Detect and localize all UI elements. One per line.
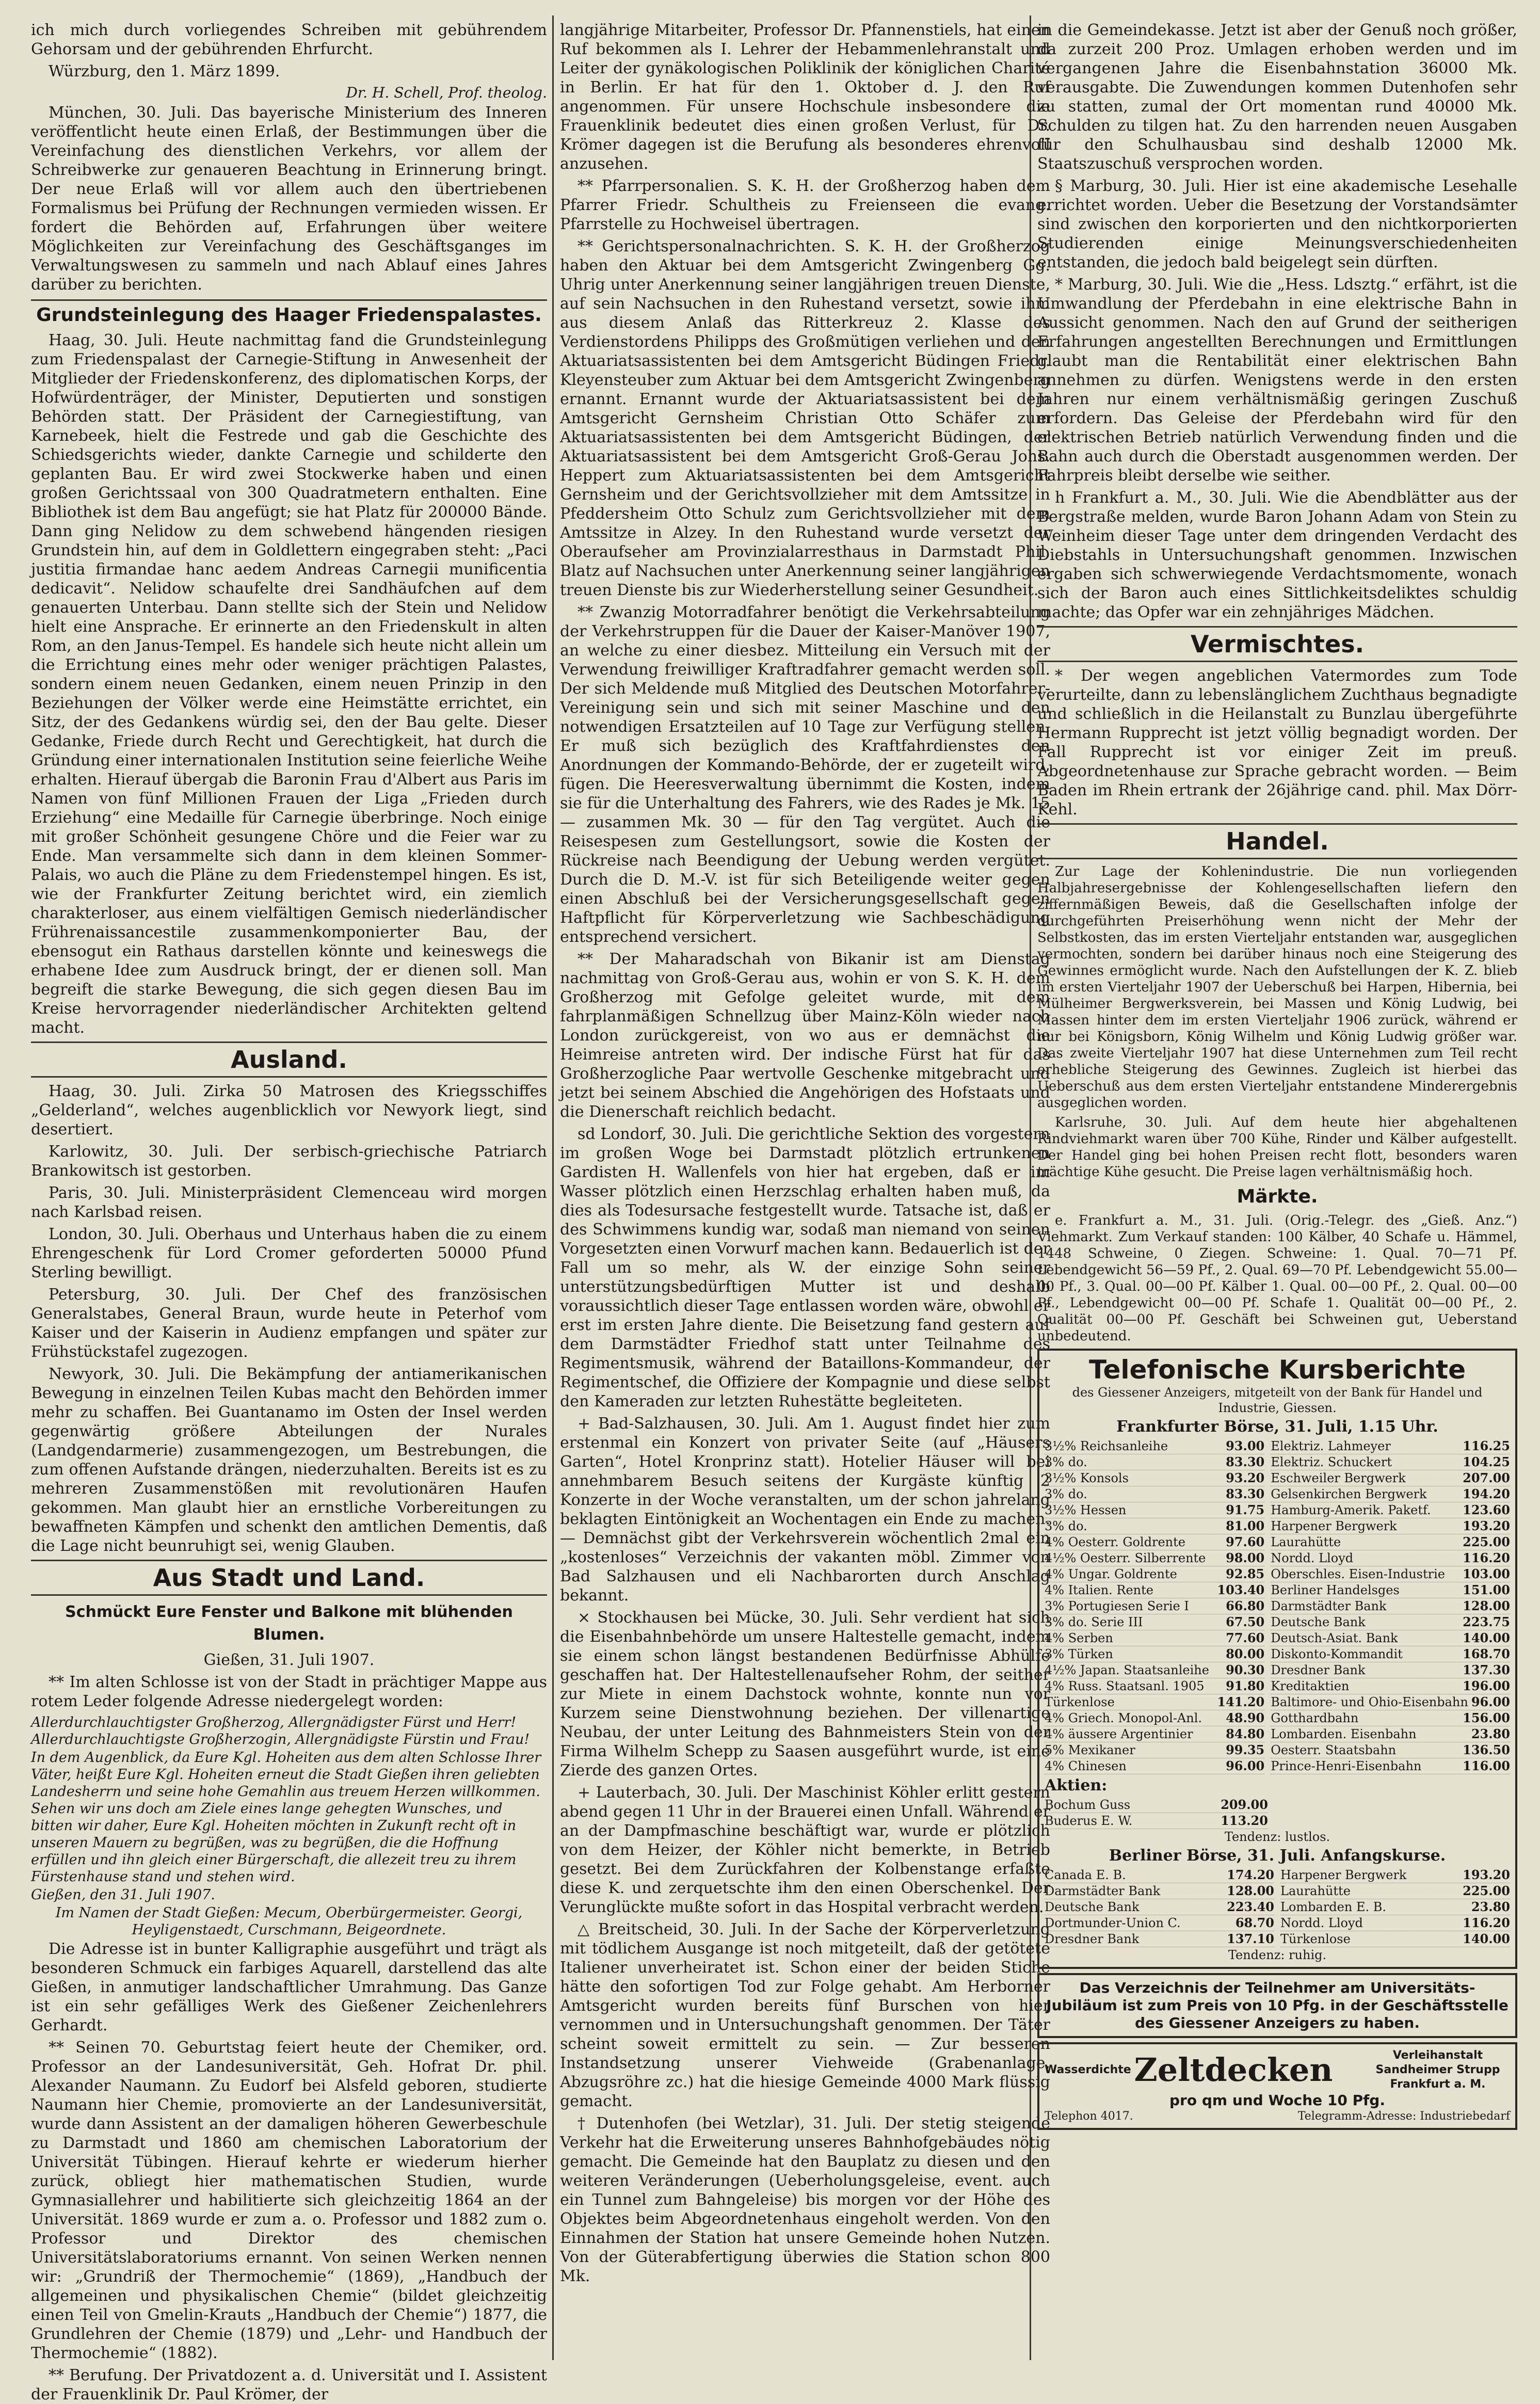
stock-row	[1045, 1486, 1264, 1502]
stock-price: 223.75	[1463, 1614, 1510, 1629]
stock-price: 103.00	[1463, 1566, 1510, 1581]
article-text: ** Zwanzig Motorradfahrer benötigt die Verkehrsabteilung der Verkehrstruppen für die Dauer der Kaiser-Manöver 1907, an welche zu einer diesbez. Mitteilung ein Versuch mit der Verwendung freiwilliger Kraftradfahrer gemacht werden soll. Der sich Meldende muß Mitglied des Deutschen Motorfahrer-Vereinigung sein und sich mit seiner Maschine und den notwendigen Ersatzteilen auf 10 Tage zur Verfügung stellen. Er muß sich bezüglich des Kraftfahrdienstes den Anordnungen der Kommando-Behörde, der er zugeteilt wird, fügen. Die Heeresverwaltung übernimmt die Kosten, indem sie für die Unterhaltung des Fahrers, wie des Rades je Mk. 15 — zusammen Mk. 30 — für den Tag vergütet. Auch die Reisespesen zum Gestellungsort, sowie die Kosten der Rückreise nach Beendigung der Uebung werden vergütet. Durch die D. M.-V. ist für sich Beteiligende weiter gegen einen Abschluß bei der Versicherungsgesellschaft gegen Haftpflicht für Körperverletzung wie Sachbeschädigung entsprechend versichert.	[560, 603, 1050, 946]
stock-row	[1271, 1582, 1510, 1598]
stock-row	[1045, 1438, 1264, 1454]
stock-name: 4½% Japan. Staatsanleihe	[1045, 1663, 1209, 1677]
ad-telegram: Telegramm-Adresse: Industriebedarf	[1297, 2110, 1510, 2123]
stock-row	[1271, 1502, 1510, 1518]
column-middle	[560, 21, 1050, 2355]
stock-row	[1045, 1915, 1274, 1931]
article-text: Haag, 30. Juli. Zirka 50 Matrosen des Kriegsschiffes „Gelderland“, welches augenblicklich vor Newyork liegt, sind desertiert.	[31, 1082, 547, 1139]
stock-price: 84.80	[1226, 1726, 1265, 1741]
stock-price: 137.30	[1463, 1662, 1510, 1677]
stock-row	[1045, 1470, 1264, 1486]
dateline: Würzburg, den 1. März 1899.	[49, 62, 280, 81]
stock-name: Prince-Henri-Eisenbahn	[1271, 1759, 1422, 1773]
stock-price: 93.20	[1226, 1470, 1265, 1485]
stock-name: Diskonto-Kommandit	[1271, 1647, 1403, 1661]
section-subheading: Märkte.	[1237, 1186, 1318, 1207]
stock-row	[1271, 1726, 1510, 1742]
stock-list-right	[1280, 1867, 1510, 1947]
stock-row	[1271, 1518, 1510, 1534]
stock-name: 3% Türken	[1045, 1647, 1113, 1661]
article-headline: Grundsteinlegung des Haager Friedenspalastes.	[31, 299, 547, 327]
stock-name: Harpener Bergwerk	[1280, 1868, 1407, 1882]
stock-name: Gelsenkirchen Bergwerk	[1271, 1487, 1427, 1501]
stock-name: Darmstädter Bank	[1045, 1884, 1161, 1898]
stock-name: Oberschles. Eisen-Industrie	[1271, 1567, 1445, 1581]
stock-name: 4% Russ. Staatsanl. 1905	[1045, 1679, 1205, 1693]
stock-row	[1045, 1454, 1264, 1470]
stock-row	[1280, 1899, 1510, 1915]
article-text: + Lauterbach, 30. Juli. Der Maschinist Köhler erlitt gestern abend gegen 11 Uhr in der Brauerei einen Unfall. Während er an der Dampfmaschine beschäftigt war, wurde er plötzlich von dem Heizer, der Köhler nicht bemerkte, in Betrieb gesetzt. Bei dem Zurückfahren der Kolbenstange erfaßte diese K. und zerquetschte ihm den einen Oberschenkel. Der Verunglückte mußte sofort in das Hospital verbracht werden.	[560, 1784, 1050, 1916]
stock-price: 91.80	[1226, 1678, 1265, 1693]
article-text: Haag, 30. Juli. Heute nachmittag fand die Grundsteinlegung zum Friedenspalast der Carnegie-Stiftung in Anwesenheit der Mitglieder der Friedenskonferenz, des diplomatischen Korps, der Hofwürdenträger, der Minister, Deputierten und sonstigen Behörden statt. Der Präsident der Carnegiestiftung, van Karnebeek, hielt die Festrede und gab die Geschichte des Schiedsgerichts wieder, dankte Carnegie und schilderte den geplanten Bau. Er wird zwei Stockwerke haben und einen großen Gerichtssaal von 300 Quadratmetern enthalten. Eine Bibliothek ist dem Bau angefügt; sie hat Platz für 200000 Bände. Dann ging Nelidow zu dem schwebend hängenden riesigen Grundstein hin, auf dem in Goldlettern eingegraben steht: „Paci justitia firmandae hanc aedem Andreas Carnegii munificentia dedicavit“. Nelidow schaufelte drei Sandhäufchen auf dem genauerten Unterbau. Dann stellte sich der Stein und Nelidow hielt eine Ansprache. Er erinnerte an den Friedenskult in alten Rom, an den Janus-Tempel. Es handele sich heute nicht allein um die Errichtung eines mehr oder weniger prächtigen Palastes, sondern einem neuen Gedanken, einem neuen Prinzip in den Beziehungen der Völker werde eine Heimstätte errichtet, ein Sitz, der des Gedankens würdig sei, den der Bau gelte. Dieser Gedanke, Friede durch Recht und Gerechtigkeit, hat durch die Gründung einer internationalen Institution seine feierliche Weihe erhalten. Hierauf übergab die Baronin Frau d'Albert aus Paris im Namen von fünf Millionen Frauen der Liga „Frieden durch Erziehung“ eine Medaille für Carnegie überbringe. Noch einige mit großer Schönheit gesungene Chöre und die Feier war zu Ende. Man versammelte sich dann in dem kleinen Sommer-Palais, wo auch die Pläne zu dem Friedenstempel hingen. Es ist, wie der Frankfurter Zeitung berichtet wird, ein ziemlich charakterloser, aus einem vielfältigen Gemisch niederländischer Frührenaissancestile zusammenkomponierter Bau, der ebensogut ein Rathaus darstellen könnte und keineswegs die erhabene Idee zum Ausdruck bringt, der er dienen soll. Man begreift die starke Bewegung, die sich gegen diesen Bau im Kreise hervorragender niederländischer Architekten geltend macht.	[31, 331, 547, 1037]
article-text: × Stockhausen bei Mücke, 30. Juli. Sehr verdient hat sich die Eisenbahnbehörde um unsere Haltestelle gemacht, indem sie einem schon längst bestandenen Bedürfnisse Abhülfe geschaffen hat. Der Haltestellenaufseher Rohm, der seither zur Miete in einem Dachstock wohnte, konnte nun vor Kurzem seine Dienstwohnung beziehen. Der villenartige Neubau, der unter Leitung des Bahnmeisters Stein von der Firma Wilhelm Schepp zu Saasen ausgeführt wurde, ist eine Zierde des ganzen Ortes.	[560, 1609, 1050, 1780]
stock-row	[1045, 1646, 1264, 1662]
stock-row	[1271, 1630, 1510, 1646]
article-text: e. Frankfurt a. M., 31. Juli. (Orig.-Telegr. des „Gieß. Anz.“) Viehmarkt. Zum Verkauf standen: 100 Kälber, 40 Schafe u. Hämmel, 1448 Schweine, 0 Ziegen. Schweine: 1. Qual. 70—71 Pf. Lebendgewicht 56—59 Pf., 2. Qual. 69—70 Pf. Lebendgewicht 55.00—00 Pf., 3. Qual. 00—00 Pf. Kälber 1. Qual. 00—00 Pf., 2. Qual. 00—00 Pf., Lebendgewicht 00—00 Pf. Schafe 1. Qualität 00—00 Pf., 2. Qualität 00—00 Pf. Geschäft bei Schweinen gut, Ueberstand unbedeutend.	[1037, 1213, 1517, 1344]
stock-name: 3½% Hessen	[1045, 1503, 1127, 1517]
letter-text: Im Namen der Stadt Gießen: Mecum, Oberbürgermeister. Georgi, Heyligenstaedt, Curschmann, Beigeordnete.	[55, 1905, 523, 1938]
article-text: ** Der Maharadschah von Bikanir ist am Dienstag nachmittag von Groß-Gerau aus, wohin er von S. K. H. dem Großherzog mit Gefolge geleitet wurde, mit dem fahrplanmäßigen Schnellzug über Mainz-Köln wieder nach London zurückgereist, von wo aus er demnächst die Heimreise antreten wird. Der indische Fürst hat für das Großherzogliche Paar wertvolle Geschenke mitgebracht und jetzt bei seinem Abschied die Angehörigen des Hofstaats und die Dienerschaft reichlich bedacht.	[560, 950, 1050, 1121]
ad-headline: Zeltdecken	[1134, 2051, 1333, 2089]
stock-name: Türkenlose	[1045, 1695, 1115, 1709]
stock-price: 225.00	[1463, 1883, 1510, 1898]
stock-row	[1271, 1598, 1510, 1614]
stock-list-right	[1271, 1438, 1510, 1774]
advertisement-jubilaeum: Das Verzeichnis der Teilnehmer am Universitäts-Jubiläum ist zum Preis von 10 Pfg. in der Geschäftsstelle des Giessener Anzeigers zu haben.	[1037, 1973, 1517, 2038]
stock-row	[1271, 1614, 1510, 1630]
stock-name: 4% Ungar. Goldrente	[1045, 1567, 1177, 1581]
stock-row	[1271, 1662, 1510, 1678]
tendency-text: Tendenz: ruhig.	[1228, 1948, 1327, 1962]
stock-row	[1045, 1614, 1264, 1630]
stock-row	[1280, 1867, 1510, 1883]
stock-row	[1045, 1662, 1264, 1678]
advertisement-zeltdecken	[1037, 2042, 1517, 2130]
stock-name: Eschweiler Bergwerk	[1271, 1471, 1406, 1485]
stock-price: 116.20	[1463, 1550, 1510, 1565]
tendency-text: Tendenz: lustlos.	[1224, 1830, 1330, 1844]
article-text: sd Londorf, 30. Juli. Die gerichtliche Sektion des vorgestern im großen Woge bei Darmstadt plötzlich ertrunkenen Gardisten H. Wallenfels von hier hat ergeben, daß er im Wasser plötzlich einen Herzschlag erhalten haben muß, da dies als Todesursache festgestellt wurde. Tatsache ist, daß er des Schwimmens kundig war, sodaß man niemand von seinen Vorgesetzten einen Vorwurf machen kann. Bedauerlich ist der Fall um so mehr, als W. der einzige Sohn seiner unterstützungsbedürftigen Mutter ist und deshalb voraussichtlich dieser Tage entlassen worden wäre, obwohl er erst im ersten Jahre diente. Die Beisetzung fand gestern auf dem Darmstädter Friedhof statt unter Teilnahme des Regimentsmusik, während der Bataillons-Kommandeur, der Regimentschef, die Offiziere der Kompagnie und diese selbst den Kameraden zur letzten Ruhestätte begleiteten.	[560, 1125, 1050, 1411]
stock-row	[1280, 1915, 1510, 1931]
stock-row	[1045, 1726, 1264, 1742]
stock-name: Canada E. B.	[1045, 1868, 1126, 1882]
stock-price: 225.00	[1463, 1534, 1510, 1549]
stock-name: 4% Oesterr. Goldrente	[1045, 1535, 1185, 1549]
article-text: △ Breitscheid, 30. Juli. In der Sache der Körperverletzung mit tödlichem Ausgange ist noch mitgeteilt, daß der getötete Italiener unverheiratet ist. Schon einer der beiden Stiche hätte den sofortigen Tod zur Folge gehabt. Am Herborner Amtsgericht wurden bereits fünf Burschen von hier vernommen und in Untersuchungshaft genommen. Der Täter scheint soweit ermittelt zu sein. — Zur besseren Instandsetzung unserer Viehweide (Grabenanlage, Abzugsröhre zc.) hat die hiesige Gemeinde 4000 Mark flüssig gemacht.	[560, 1920, 1050, 2110]
stock-price: 140.00	[1463, 1931, 1510, 1946]
stock-price: 196.00	[1463, 1678, 1510, 1693]
stock-name: Baltimore- und Ohio-Eisenbahn	[1271, 1695, 1468, 1709]
stock-list-left	[1045, 1867, 1274, 1947]
stock-row	[1045, 1758, 1264, 1774]
stock-row	[1271, 1454, 1510, 1470]
stock-row	[1271, 1438, 1510, 1454]
stock-name: 3% do.	[1045, 1455, 1087, 1469]
stock-name: 4% Chinesen	[1045, 1759, 1127, 1773]
stock-row	[1045, 1797, 1268, 1813]
stock-price: 97.60	[1226, 1534, 1265, 1549]
stock-price: 98.00	[1226, 1550, 1265, 1565]
stock-row	[1271, 1534, 1510, 1550]
stock-name: 5% Mexikaner	[1045, 1743, 1135, 1757]
section-heading: Vermischtes.	[1037, 626, 1517, 662]
stock-row	[1045, 1598, 1264, 1614]
stock-price: 104.25	[1463, 1454, 1510, 1469]
ad-phone: Telephon 4017.	[1045, 2110, 1133, 2123]
stock-price: 128.00	[1227, 1883, 1274, 1898]
stock-price: 90.30	[1226, 1662, 1265, 1677]
ad-text: Wasserdichte	[1045, 2063, 1131, 2076]
stock-row	[1271, 1694, 1510, 1710]
stock-row	[1045, 1931, 1274, 1947]
stock-row	[1045, 1742, 1264, 1758]
stock-row	[1280, 1883, 1510, 1899]
stock-price: 91.75	[1226, 1502, 1265, 1517]
stock-price: 128.00	[1463, 1598, 1510, 1613]
article-text: München, 30. Juli. Das bayerische Ministerium des Inneren veröffentlicht heute einen Erlaß, der Bestimmungen über die Vereinfachung des dienstlichen Verkehrs, vor allem der Schreibwerke zur genaueren Beachtung in Erinnerung bringt. Der neue Erlaß will vor allem auch den übertriebenen Formalismus bei Prüfung der Rechnungen vermieden wissen. Er fordert die Behörden auf, Erfahrungen über weitere Möglichkeiten zur Vereinfachung des Geschäftsganges im Verwaltungswesen zu sammeln und nach Ablauf eines Jahres darüber zu berichten.	[31, 104, 547, 294]
stock-row	[1045, 1582, 1264, 1598]
stock-name: Deutsch-Asiat. Bank	[1271, 1631, 1398, 1645]
stock-name: Nordd. Lloyd	[1271, 1551, 1354, 1565]
stock-row	[1271, 1470, 1510, 1486]
stock-row	[1045, 1630, 1264, 1646]
ad-price: pro qm und Woche 10 Pfg.	[1169, 2092, 1385, 2109]
stock-name: Hamburg-Amerik. Paketf.	[1271, 1503, 1431, 1517]
stock-price: 140.00	[1463, 1630, 1510, 1645]
stock-name: Darmstädter Bank	[1271, 1599, 1387, 1613]
stock-price: 123.60	[1463, 1502, 1510, 1517]
letter-text: Gießen, den 31. Juli 1907.	[31, 1887, 215, 1903]
stock-price: 194.20	[1463, 1486, 1510, 1501]
stock-row	[1045, 1566, 1264, 1582]
stock-name: 3½% Konsols	[1045, 1471, 1129, 1485]
column-right	[1037, 21, 1517, 2355]
stock-row	[1280, 1931, 1510, 1947]
column-left	[31, 21, 547, 2403]
stock-row	[1271, 1646, 1510, 1662]
stock-name: Berliner Handelsges	[1271, 1583, 1400, 1597]
article-text: ** Seinen 70. Geburtstag feiert heute der Chemiker, ord. Professor an der Landesuniversität, Geh. Hofrat Dr. phil. Alexander Naumann. Zu Eudorf bei Alsfeld geboren, studierte Naumann hier Chemie, promovierte an der Landesuniversität, wurde dann Assistent an der damaligen höheren Gewerbeschule zu Darmstadt und 1860 am chemischen Laboratorium der Universität Tübingen. Hierauf kehrte er wiederum hierher zurück, obliegt hier mathematischen Studien, wurde Gymnasiallehrer und habilitierte sich gleichzeitig 1864 an der Universität. 1869 wurde er zum a. o. Professor und 1882 zum o. Professor und Direktor des chemischen Universitätslaboratoriums ernannt. Von seinen Werken nennen wir: „Grundriß der Thermochemie“ (1869), „Handbuch der allgemeinen und physikalischen Chemie“ (bildet gleichzeitig einen Teil von Gmelin-Krauts „Handbuch der Chemie“) 1877, die Grundlehren der Chemie (1879) und „Lehr- und Handbuch der Thermochemie“ (1882).	[31, 2039, 547, 2362]
stock-price: 193.20	[1463, 1867, 1510, 1882]
stock-name: Gotthardbahn	[1271, 1711, 1359, 1725]
stock-row	[1045, 1518, 1264, 1534]
signature: Dr. H. Schell, Prof. theolog.	[346, 84, 547, 101]
article-text: Karlowitz, 30. Juli. Der serbisch-griechische Patriarch Brankowitsch ist gestorben.	[31, 1143, 547, 1180]
stock-table-berlin	[1045, 1867, 1510, 1947]
stock-name: 4% Italien. Rente	[1045, 1583, 1153, 1597]
stock-price: 48.90	[1226, 1710, 1265, 1725]
stock-row	[1045, 1694, 1264, 1710]
article-text: ** Im alten Schlosse ist von der Stadt in prächtiger Mappe aus rotem Leder folgende Adresse niedergelegt worden:	[31, 1673, 547, 1710]
stock-price: 116.00	[1463, 1758, 1510, 1773]
section-heading: Handel.	[1037, 823, 1517, 859]
article-text: ** Berufung. Der Privatdozent a. d. Universität und I. Assistent der Frauenklinik Dr. Paul Krömer, der	[31, 2366, 547, 2403]
article-text: Zur Lage der Kohlenindustrie. Die nun vorliegenden Halbjahresergebnisse der Kohlengesellschaften liefern den ziffernmäßigen Beweis, daß die Gesellschaften infolge der durchgeführten Preiserhöhung wenn nicht der Mehr der Selbstkosten, das im ersten Vierteljahr entstanden war, ausgeglichen vermochten, sondern bei darüber hinaus noch eine Steigerung des Gewinnes ermöglicht wurde. Nach den Aufstellungen der K. Z. blieb im ersten Vierteljahr 1907 der Ueberschuß bei Harpen, Hibernia, bei Mülheimer Bergwerksverein, bei Massen und König Ludwig, bei Massen hinter dem im ersten Vierteljahr 1906 zurück, während er nur bei Königsborn, König Wilhelm und König Ludwig größer war. Das zweite Vierteljahr 1907 hat diese Unternehmen zum Teil recht erhebliche Steigerung des Gewinnes. Zugleich ist hierbei das Ueberschuß aus dem ersten Vierteljahr entstandene Minderergebnis ausgeglichen worden.	[1037, 864, 1517, 1111]
stock-price: 77.60	[1226, 1630, 1265, 1645]
stock-price: 156.00	[1463, 1710, 1510, 1725]
stock-list-aktien	[1045, 1797, 1268, 1829]
ad-text: Verleihanstalt Sandheimer Strupp Frankfurt a. M.	[1375, 2049, 1500, 2091]
stock-report-title: Telefonische Kursberichte	[1088, 1355, 1466, 1385]
stock-price: 23.80	[1471, 1726, 1510, 1741]
stock-row	[1271, 1486, 1510, 1502]
stock-price: 80.00	[1226, 1646, 1265, 1661]
stock-price: 93.00	[1226, 1438, 1265, 1453]
article-text: Karlsruhe, 30. Juli. Auf dem heute hier abgehaltenen Rindviehmarkt waren über 700 Kühe, Rinder und Kälber aufgestellt. Der Handel ging bei hohen Preisen recht flott, besonders waren trächtige Kühe gesucht. Die Preise lagen verhältnismäßig hoch.	[1037, 1115, 1517, 1180]
stock-row	[1045, 1678, 1264, 1694]
article-text: ** Gerichtspersonalnachrichten. S. K. H. der Großherzog haben den Aktuar bei dem Amtsgericht Zwingenberg Gg. Uhrig unter Anerkennung seiner langjährigen treuen Dienste, auf sein Nachsuchen in den Ruhestand versetzt, sowie ihm aus diesem Anlaß das Ritterkreuz 2. Klasse des Verdienstordens Philipps des Großmütigen verliehen und den Aktuariatsassistenten bei dem Amtsgericht Büdingen Friedr. Kleyensteuber zum Aktuar bei dem Amtsgericht Zwingenberg ernannt. Ernannt wurde der Aktuariatsassistent bei dem Amtsgericht Gernsheim Christian Otto Schäfer zum Aktuariatsassistenten bei dem Amtsgericht Büdingen, der Aktuariatsassistent bei dem Amtsgericht Groß-Gerau Johs. Heppert zum Aktuariatsassistenten bei dem Amtsgericht Gernsheim und der Gerichtsvollzieher mit dem Amtssitze in Pfeddersheim Otto Schulz zum Gerichtsvollzieher mit dem Amtssitze in Alzey. In den Ruhestand wurde versetzt der Oberaufseher am Provinzialarresthaus in Darmstadt Phil. Blatz auf Nachsuchen unter Anerkennung seiner langjährigen treuen Dienste bis zur Wiederherstellung seiner Gesundheit.	[560, 237, 1050, 599]
stock-row	[1271, 1566, 1510, 1582]
stock-row	[1045, 1550, 1264, 1566]
stock-list-left	[1045, 1438, 1264, 1774]
stock-price: 209.00	[1221, 1797, 1268, 1812]
stock-price: 92.85	[1226, 1566, 1265, 1581]
stock-name: Türkenlose	[1280, 1932, 1351, 1946]
stock-price: 141.20	[1217, 1694, 1265, 1709]
stock-table-frankfurt	[1045, 1438, 1510, 1774]
article-text: § Marburg, 30. Juli. Hier ist eine akademische Lesehalle errichtet worden. Ueber die Besetzung der Vorstandsämter sind zwischen den korporierten und den nichtkorporierten Studierenden einige Meinungsverschiedenheiten entstanden, die jedoch bald beigelegt sein dürften.	[1037, 177, 1517, 271]
stock-name: 3% do.	[1045, 1519, 1087, 1533]
stock-row	[1045, 1710, 1264, 1726]
stock-row	[1045, 1867, 1274, 1883]
stock-name: 4% äussere Argentinier	[1045, 1727, 1193, 1741]
stock-price: 151.00	[1463, 1582, 1510, 1597]
stock-row	[1045, 1502, 1264, 1518]
article-text: * Marburg, 30. Juli. Wie die „Hess. Ldsztg.“ erfährt, ist die Umwandlung der Pferdebahn in eine elektrische Bahn in Aussicht genommen. Nach den auf Grund der seitherigen Erfahrungen angestellten Berechnungen und Ermittlungen glaubt man die Rentabilität einer elektrischen Bahn annehmen zu dürfen. Wenigstens werde in den ersten Jahren nur einem verhältnismäßig geringen Zuschuß erfordern. Das Geleise der Pferdebahn wird für den elektrischen Betrieb natürlich Verwendung finden und die Bahn auch durch die Oberstadt ausgenommen werden. Der Fahrpreis bleibt derselbe wie seither.	[1037, 276, 1517, 485]
stock-name: 3% do. Serie III	[1045, 1615, 1143, 1629]
stock-price: 96.00	[1471, 1694, 1510, 1709]
stock-name: 4% Serben	[1045, 1631, 1113, 1645]
stock-row	[1045, 1534, 1264, 1550]
article-text: * Der wegen angeblichen Vatermordes zum Tode verurteilte, dann zu lebenslänglichem Zuchthaus begnadigte und schließlich in die Heilanstalt zu Bunzlau übergeführte Hermann Rupprecht ist jetzt völlig begnadigt worden. Der Fall Rupprecht ist vor einiger Zeit im preuß. Abgeordnetenhause zur Sprache gebracht worden. — Beim Baden im Rhein ertrank der 26jährige cand. phil. Max Dörr-Kehl.	[1037, 667, 1517, 819]
aktien-heading: Aktien:	[1045, 1776, 1108, 1794]
stock-price: 103.40	[1217, 1582, 1265, 1597]
stock-name: 4½% Oesterr. Silberrente	[1045, 1551, 1206, 1565]
article-text: h Frankfurt a. M., 30. Juli. Wie die Abendblätter aus der Bergstraße melden, wurde Baron Johann Adam von Stein zu Weinheim dieser Tage unter dem dringenden Verdacht des Diebstahls in Untersuchungshaft genommen. Inzwischen ergaben sich schwerwiegende Verdachtsmomente, wonach sich der Baron auch eines Sittlichkeitsdeliktes schuldig machte; das Opfer war ein zehnjähriges Mädchen.	[1037, 489, 1517, 621]
column-divider	[552, 15, 554, 2360]
stock-row	[1045, 1899, 1274, 1915]
stock-price: 81.00	[1226, 1518, 1265, 1533]
article-text: Paris, 30. Juli. Ministerpräsident Clemenceau wird morgen nach Karlsbad reisen.	[31, 1184, 547, 1221]
exchange-heading: Berliner Börse, 31. Juli. Anfangskurse.	[1109, 1847, 1446, 1865]
stock-name: Lombarden E. B.	[1280, 1900, 1386, 1914]
stock-name: Dortmunder-Union C.	[1045, 1916, 1181, 1930]
stock-price: 207.00	[1463, 1470, 1510, 1485]
stock-price: 113.20	[1221, 1813, 1268, 1828]
article-text: Die Adresse ist in bunter Kalligraphie ausgeführt und trägt als besonderen Schmuck ein farbiges Aquarell, darstellend das alte Gießen, in anmutiger landschaftlicher Umrahmung. Das Ganze ist ein sehr gefälliges Werk des Gießener Zeichenlehrers Gerhardt.	[31, 1940, 547, 2034]
stock-price: 68.70	[1235, 1915, 1274, 1930]
stock-name: Deutsche Bank	[1045, 1900, 1140, 1914]
stock-name: Deutsche Bank	[1271, 1615, 1366, 1629]
stock-price: 136.50	[1463, 1742, 1510, 1757]
stock-row	[1045, 1883, 1274, 1899]
section-heading: Aus Stadt und Land.	[31, 1560, 547, 1596]
stock-name: Dresdner Bank	[1271, 1663, 1366, 1677]
stock-name: Laurahütte	[1280, 1884, 1351, 1898]
article-text: langjährige Mitarbeiter, Professor Dr. Pfannenstiels, hat einen Ruf bekommen als I. Lehrer der Hebammenlehranstalt und Leiter der gynäkologischen Poliklinik der königlichen Charité in Berlin. Er hat für den 1. Oktober d. J. den Ruf angenommen. Für unsere Hochschule insbesondere die Frauenklinik bedeutet dies einen großen Verlust, für Dr. Krömer dagegen ist die Berufung als besonderes ehrenvoll anzusehen.	[560, 21, 1050, 173]
stock-report-subtitle: des Giessener Anzeigers, mitgeteilt von der Bank für Handel und Industrie, Giessen.	[1072, 1385, 1483, 1415]
stock-name: Elektriz. Schuckert	[1271, 1455, 1392, 1469]
stock-price: 116.20	[1463, 1915, 1510, 1930]
article-text: London, 30. Juli. Oberhaus und Unterhaus haben die zu einem Ehrengeschenk für Lord Cromer geforderten 50000 Pfund Sterling bewilligt.	[31, 1225, 547, 1281]
stock-price: 99.35	[1226, 1742, 1265, 1757]
letter-text: In dem Augenblick, da Eure Kgl. Hoheiten aus dem alten Schlosse Ihrer Väter, heißt Eure Kgl. Hoheiten erneut die Stadt Gießen ihren geliebten Landesherrn und seine hohe Gemahlin aus treuem Herzen willkommen. Sehen wir uns doch am Ziele eines lange gehegten Wunsches, und bitten wir daher, Eure Kgl. Hoheiten möchten in Zukunft recht oft in unseren Mauern zu begrüßen, was zu begrüßen, die die Hoffnung erfüllen und ihn gleich einer Bürgerschaft, die allezeit treu zu ihrem Fürstenhause stand und stehen wird.	[31, 1750, 541, 1885]
stock-report-box	[1037, 1349, 1517, 1969]
stock-name: Lombarden. Eisenbahn	[1271, 1727, 1417, 1741]
dateline: Gießen, 31. Juli 1907.	[203, 1651, 375, 1669]
article-text: + Bad-Salzhausen, 30. Juli. Am 1. August findet hier zum erstenmal ein Konzert von privater Seite (auf „Häusers Garten“, Hotel Kronprinz statt). Hotelier Häuser will bei annehmbarem Besuch seitens der Kurgäste künftig 2 Konzerte in der Woche veranstalten, um der schon jahrelang beklagten Eintönigkeit an Wochentagen ein Ende zu machen. — Demnächst gibt der Verkehrsverein wöchentlich 2mal ein „kostenloses“ Verzeichnis der vakanten möbl. Zimmer von Bad Salzhausen und eli Nachbarorten durch Anschlag bekannt.	[560, 1415, 1050, 1605]
stock-price: 116.25	[1463, 1438, 1510, 1453]
stock-name: 3% Portugiesen Serie I	[1045, 1599, 1189, 1613]
stock-price: 168.70	[1463, 1646, 1510, 1661]
stock-price: 96.00	[1226, 1758, 1265, 1773]
stock-row	[1271, 1758, 1510, 1774]
letter-text: Allerdurchlauchtigster Großherzog, Allergnädigster Fürst und Herr! Allerdurchlauchtigste Großherzogin, Allergnädigste Fürstin und Frau!	[31, 1714, 530, 1748]
stock-price: 83.30	[1226, 1454, 1265, 1469]
stock-name: Elektriz. Lahmeyer	[1271, 1439, 1391, 1453]
stock-price: 174.20	[1227, 1867, 1274, 1882]
stock-name: 3% do.	[1045, 1487, 1087, 1501]
section-heading: Ausland.	[31, 1041, 547, 1078]
stock-name: Laurahütte	[1271, 1535, 1341, 1549]
article-headline: Schmückt Eure Fenster und Balkone mit blühenden Blumen.	[65, 1603, 513, 1644]
stock-name: Bochum Guss	[1045, 1798, 1131, 1812]
stock-name: Dresdner Bank	[1045, 1932, 1140, 1946]
stock-price: 83.30	[1226, 1486, 1265, 1501]
stock-price: 23.80	[1471, 1899, 1510, 1914]
stock-price: 67.50	[1226, 1614, 1265, 1629]
stock-row	[1271, 1742, 1510, 1758]
stock-name: Harpener Bergwerk	[1271, 1519, 1397, 1533]
stock-price: 66.80	[1226, 1598, 1265, 1613]
article-text: Petersburg, 30. Juli. Der Chef des französischen Generalstabes, General Braun, wurde heute in Peterhof vom Kaiser und der Kaiserin in Audienz empfangen und später zur Frühstückstafel zugezogen.	[31, 1286, 547, 1361]
stock-name: Buderus E. W.	[1045, 1814, 1133, 1828]
exchange-heading: Frankfurter Börse, 31. Juli, 1.15 Uhr.	[1116, 1418, 1438, 1436]
article-text: † Dutenhofen (bei Wetzlar), 31. Juli. Der stetig steigende Verkehr hat die Erweiterung unseres Bahnhofgebäudes nötig gemacht. Die Gemeinde hat den Bauplatz zu diesen und den weiteren Veränderungen (Ueberholungsgeleise, event. auch ein Tunnel zum Bahngeleise) bis morgen vor der Höhe des Objektes beim Abgeordnetenhaus eingeholt werden. Von den Einnahmen der Station hat unsere Gemeinde hohen Nutzen. Von der Güterabfertigung überwies die Station schon 800 Mk.	[560, 2114, 1050, 2285]
stock-name: 3½% Reichsanleihe	[1045, 1439, 1168, 1453]
stock-name: Oesterr. Staatsbahn	[1271, 1743, 1397, 1757]
stock-row	[1271, 1550, 1510, 1566]
article-text: in die Gemeindekasse. Jetzt ist aber der Genuß noch größer, da zurzeit 200 Proz. Umlagen erhoben werden und im vergangenen Jahre die Eisenbahnstation 36000 Mk. verausgabte. Die Zuwendungen kommen Dutenhofen sehr zu statten, zumal der Ort momentan rund 40000 Mk. Schulden zu tilgen hat. Zu den harrenden neuen Ausgaben für den Schulhausbau sind deshalb 12000 Mk. Staatszuschuß versprochen worden.	[1037, 21, 1517, 173]
stock-row	[1271, 1678, 1510, 1694]
article-text: ich mich durch vorliegendes Schreiben mit gebührendem Gehorsam und der gebührenden Ehrfurcht.	[31, 21, 547, 58]
stock-name: Nordd. Lloyd	[1280, 1916, 1363, 1930]
stock-price: 223.40	[1227, 1899, 1274, 1914]
stock-price: 137.10	[1227, 1931, 1274, 1946]
stock-name: 4% Griech. Monopol-Anl.	[1045, 1711, 1202, 1725]
article-text: ** Pfarrpersonalien. S. K. H. der Großherzog haben dem Pfarrer Friedr. Schultheis zu Freienseen die evang. Pfarrstelle zu Hochweisel übertragen.	[560, 177, 1050, 233]
stock-name: Kreditaktien	[1271, 1679, 1350, 1693]
article-text: Newyork, 30. Juli. Die Bekämpfung der antiamerikanischen Bewegung in einzelnen Teilen Kubas macht den Behörden immer mehr zu schaffen. Bei Guantanamo im Osten der Insel werden gegenwärtig größere Abteilungen der Nurales (Landgendarmerie) zusammengezogen, um Bestrebungen, die zum offenen Aufstande drängen, niederzuhalten. Bereits ist es zu mehreren Zusammenstößen mit revolutionären Haufen gekommen. Man glaubt hier an ernstliche Vorbereitungen zu bewaffneten Kämpfen und schenkt den amtlichen Dementis, daß die Lage nicht beunruhigt sei, wenig Glauben.	[31, 1365, 547, 1555]
stock-price: 193.20	[1463, 1518, 1510, 1533]
stock-row	[1271, 1710, 1510, 1726]
stock-row	[1045, 1813, 1268, 1829]
